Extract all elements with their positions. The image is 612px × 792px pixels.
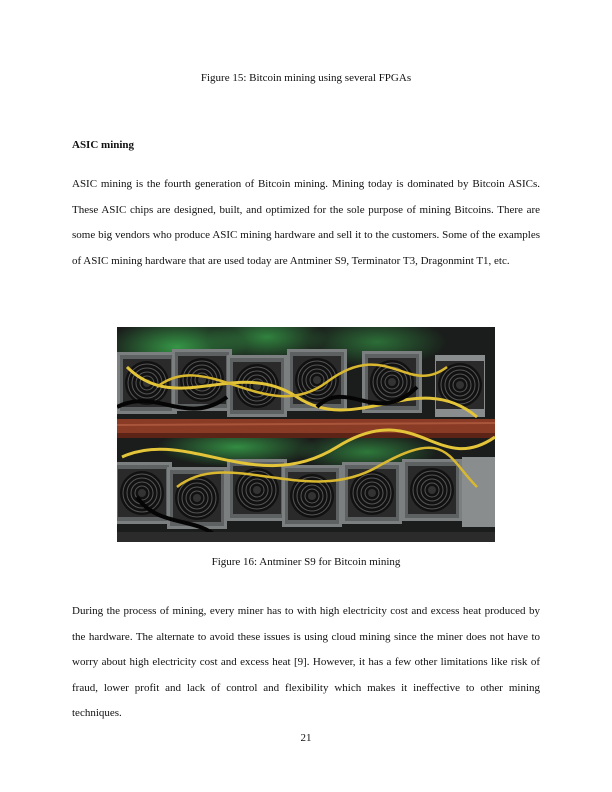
paragraph-asic-mining: ASIC mining is the fourth generation of Bitcoin mining. Mining today is dominated by Bitcoin ASICs. These ASIC chips are designed, built, and optimized for the sole purpose of mining Bitcoins. There are some big vendors who produce ASIC mining hardware and sell it to the customers. Some of the examples of ASIC mining hardware that are used today are Antminer S9, Terminator T3, Dragonmint T1, etc. [72,178,540,267]
figure-16-caption: Figure 16: Antminer S9 for Bitcoin mining [211,556,401,568]
section-heading: ASIC mining [72,139,135,151]
antminer-photo-illustration [117,327,495,542]
antminer-photo [117,327,495,542]
figure-15-caption: Figure 15: Bitcoin mining using several FPGAs [200,72,412,84]
paragraph-cloud-mining: During the process of mining, every miner has to with high electricity cost and excess heat produced by the hardware. The alternate to avoid these issues is using cloud mining since the miner does not have to worry about high electricity cost and excess heat [9]. However, it has a few other limitations like risk of fraud, lower profit and lack of control and flexibility which makes it ineffective to other mining techniques. [72,605,540,719]
page-number: 21 [300,732,312,744]
